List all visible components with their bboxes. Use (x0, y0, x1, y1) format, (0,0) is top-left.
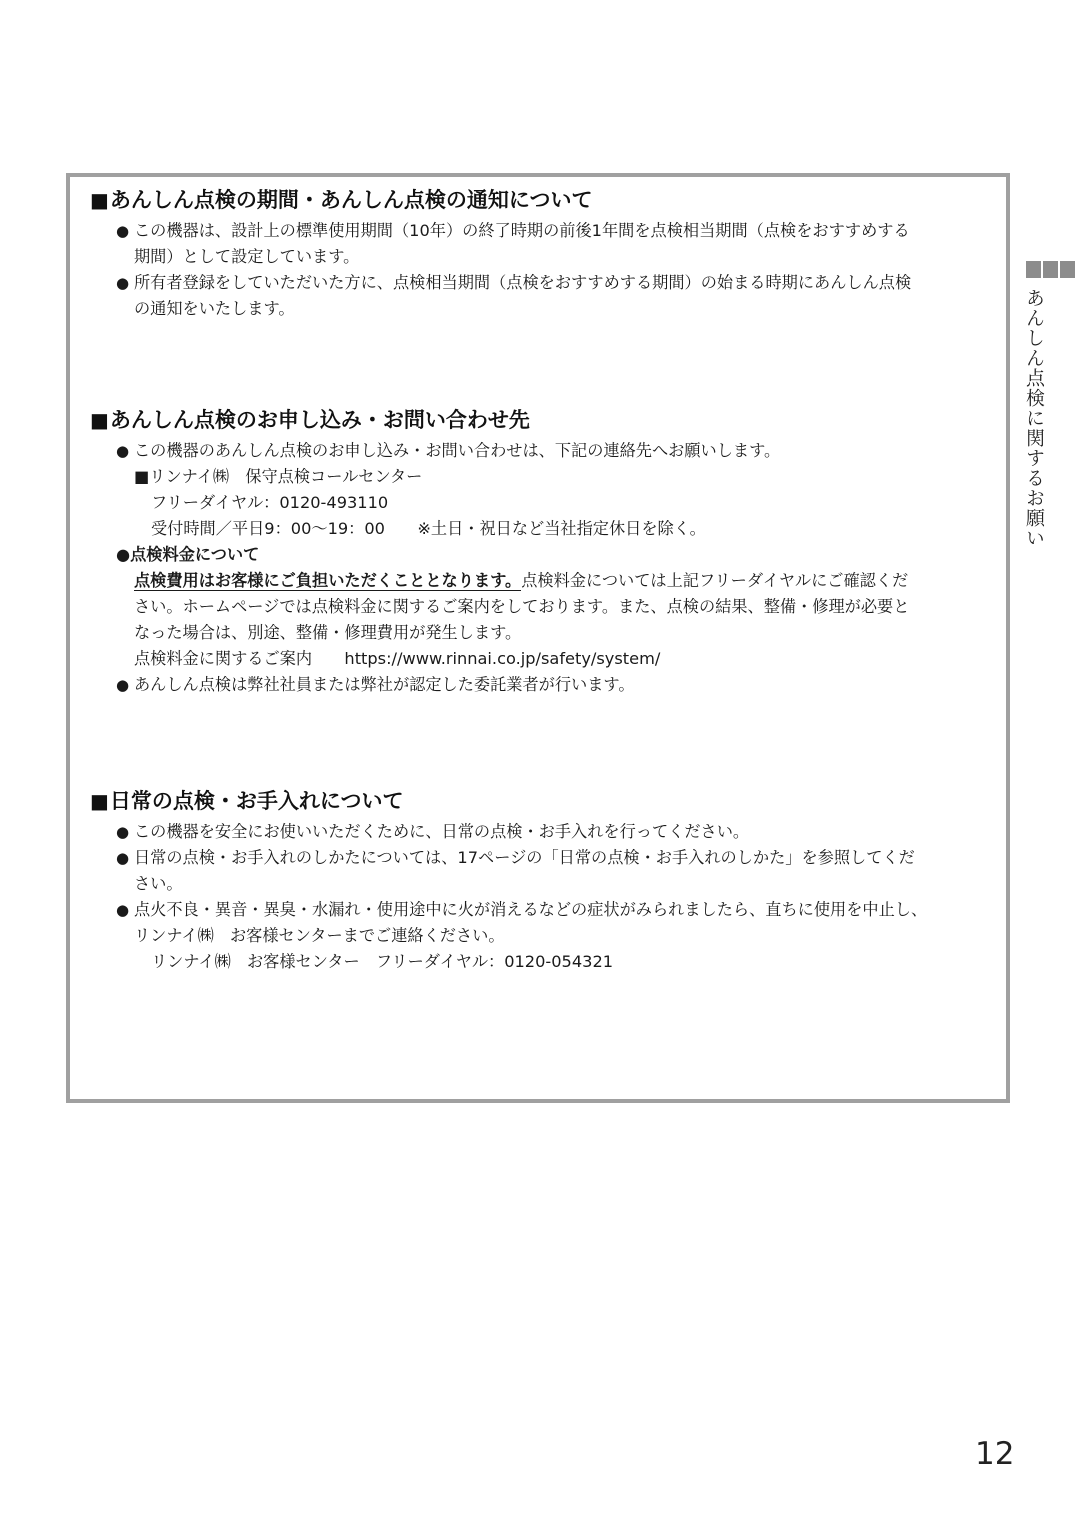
bullet: ● (116, 849, 130, 867)
item-text: この機器を安全にお使いいただくために、日常の点検・お手入れを行ってください。 (134, 822, 750, 841)
list-item (90, 218, 995, 270)
section-heading (90, 185, 995, 215)
list-item (90, 672, 995, 698)
customer-center-line: リンナイ㈱ お客様センター フリーダイヤル：0120-054321 (151, 952, 614, 971)
fee-heading: ●点検料金について (116, 545, 260, 564)
bullet: ● (116, 222, 130, 240)
fee-bold-text: 点検費用はお客様にご負担いただくこととなります。 (134, 571, 522, 590)
heading-marker: ■ (90, 188, 109, 212)
contact-free-dial: フリーダイヤル：0120-493110 (151, 493, 389, 512)
fee-url-line: 点検料金に関するご案内 https://www.rinnai.co.jp/safety/system/ (134, 649, 661, 668)
bullet: ● (116, 442, 130, 460)
list-item (90, 845, 995, 897)
side-index-tab (1026, 261, 1075, 278)
item-text: 点火不良・異音・異臭・水漏れ・使用途中に火が消えるなどの症状がみられましたら、直ちに使用を中止し、 リンナイ㈱ お客様センターまでご連絡ください。 (134, 900, 928, 945)
list-item (90, 897, 995, 949)
section-daily-inspection (90, 786, 995, 975)
heading-text: あんしん点検のお申し込み・お問い合わせ先 (109, 408, 530, 432)
item-text: この機器は、設計上の標準使用期間（10年）の終了時期の前後1年間を点検相当期間（点検をおすすめする 期間）として設定しています。 (134, 221, 910, 266)
bullet: ● (116, 823, 130, 841)
heading-text: 日常の点検・お手入れについて (109, 789, 404, 813)
item-text: あんしん点検は弊社社員または弊社が認定した委託業者が行います。 (134, 675, 635, 694)
page-number: 12 (975, 1436, 1015, 1472)
item-text: 所有者登録をしていただいた方に、点検相当期間（点検をおすすめする期間）の始まる時期にあんしん点検 の通知をいたします。 (134, 273, 912, 318)
contact-title: ■リンナイ㈱ 保守点検コールセンター (134, 467, 423, 486)
contact-hours: 受付時間／平日9：00～19：00 ※土日・祝日など当社指定休日を除く。 (151, 519, 706, 538)
section-application-contact (90, 405, 995, 698)
fee-line1-rest: 点検料金については上記フリーダイヤルにご確認くだ (521, 571, 909, 590)
item-text: この機器のあんしん点検のお申し込み・お問い合わせは、下記の連絡先へお願いします。 (134, 441, 781, 460)
bullet: ● (116, 901, 130, 919)
fee-notice (90, 568, 995, 594)
heading-marker: ■ (90, 408, 109, 432)
section-heading (90, 405, 995, 435)
heading-text: あんしん点検の期間・あんしん点検の通知について (109, 188, 593, 212)
list-item (90, 438, 995, 464)
fee-rest: さい。ホームページでは点検料金に関するご案内をしております。また、点検の結果、整備・修理が必要と なった場合は、別途、整備・修理費用が発生します。 (134, 597, 910, 642)
section-heading (90, 786, 995, 816)
list-item (90, 270, 995, 322)
list-item (90, 819, 995, 845)
heading-marker: ■ (90, 789, 109, 813)
bullet: ● (116, 676, 130, 694)
section-inspection-period (90, 185, 995, 322)
item-text: 日常の点検・お手入れのしかたについては、17ページの「日常の点検・お手入れのしかた」を参照してくだ さい。 (134, 848, 915, 893)
bullet: ● (116, 274, 130, 292)
side-label: あんしん点検に関するお願い (1023, 288, 1045, 548)
